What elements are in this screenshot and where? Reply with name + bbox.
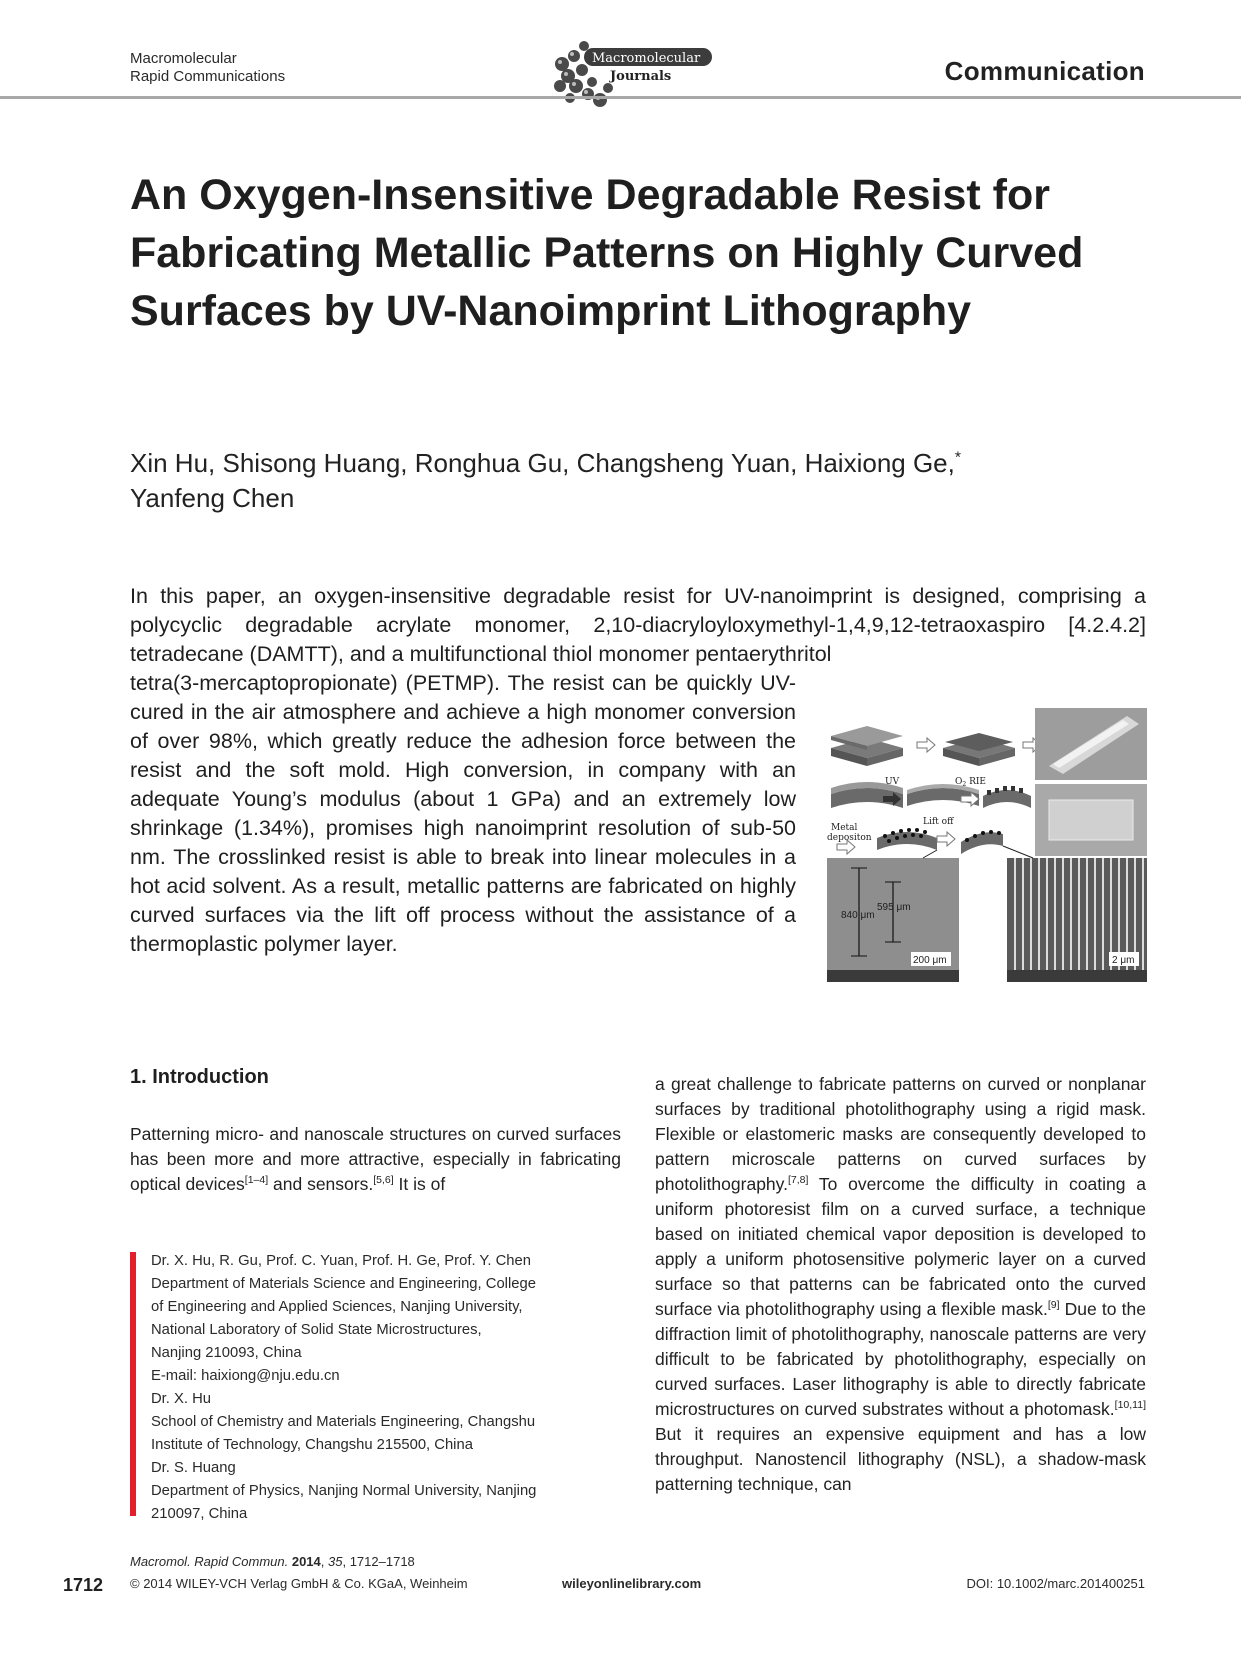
dimension-label-1: 840 μm xyxy=(841,910,875,921)
label-o2-subscript: 2 xyxy=(962,781,967,788)
label-lift-off: Lift off xyxy=(923,817,954,827)
affiliations-block xyxy=(151,1250,611,1526)
process-step-metal-pattern xyxy=(961,830,1003,854)
section-heading-introduction: 1. Introduction xyxy=(130,1066,269,1088)
label-metal xyxy=(827,823,872,843)
citation-volume: 35 xyxy=(328,1554,343,1569)
process-step-etched xyxy=(983,786,1031,808)
affiliation-line: Institute of Technology, Changshu 215500, China xyxy=(151,1437,473,1453)
abstract-part1: In this paper, an oxygen-insensitive degradable resist for UV-nanoimprint is designed, comprising a polycyclic degradable acrylate monomer, 2,10-diacryloyloxymethyl-1,4,9,12-tetraoxaspiro [4.2.4.2] tetradecane (DAMTT), and a multifunctional thiol monomer pentaerythritol xyxy=(130,584,1146,666)
header-rule xyxy=(0,96,1241,99)
label-o2: O xyxy=(955,777,963,787)
dimension-label-2: 595 μm xyxy=(877,902,911,913)
intro-paragraph-right xyxy=(655,1072,1146,1497)
affiliation-line: School of Chemistry and Materials Engineering, Changshu xyxy=(151,1414,536,1430)
label-metal-line2: depositon xyxy=(827,833,872,843)
label-rie: RIE xyxy=(966,777,986,787)
copyright-notice: © 2014 WILEY-VCH Verlag GmbH & Co. KGaA, Weinheim xyxy=(130,1576,468,1591)
journal-name xyxy=(130,50,285,86)
affiliation-line: Nanjing 210093, China xyxy=(151,1345,302,1361)
logo-text-line1: Macromolecular xyxy=(592,51,701,66)
article-title: An Oxygen-Insensitive Degradable Resist for Fabricating Metallic Patterns on Highly Curved Surfaces by UV-Nanoimprint Lithography xyxy=(130,171,1084,335)
intro-paragraph-left xyxy=(130,1122,621,1197)
scale-bar-label-2: 2 μm xyxy=(1112,955,1135,966)
affiliation-accent-bar xyxy=(130,1252,136,1516)
authors-line2: Yanfeng Chen xyxy=(130,483,295,513)
journal-name-line2: Rapid Communications xyxy=(130,68,286,85)
affiliation-line: Dr. X. Hu, R. Gu, Prof. C. Yuan, Prof. H. Ge, Prof. Y. Chen xyxy=(151,1253,531,1269)
process-step-cured xyxy=(907,784,979,806)
process-step-imprint xyxy=(943,733,1015,766)
label-o2-rie xyxy=(955,777,986,788)
page-number: 1712 xyxy=(63,1575,104,1595)
journal-logo xyxy=(540,34,725,114)
author-list xyxy=(130,446,1130,516)
journal-name-line1: Macromolecular xyxy=(130,50,237,67)
toc-graphic xyxy=(827,708,1147,984)
website-link[interactable]: wileyonlinelibrary.com xyxy=(562,1576,702,1591)
intro-right-text-1: a great challenge to fabricate patterns on curved or nonplanar surfaces by traditional photolithography using a rigid mask. Flexible or elastomeric masks are consequently developed to pattern microscale patterns on curved surfaces by photolithography. xyxy=(655,1074,1146,1194)
scale-bar-label-1: 200 μm xyxy=(913,955,947,966)
affiliation-line: 210097, China xyxy=(151,1506,248,1522)
citation-ref: [5,6] xyxy=(373,1174,394,1187)
arrow-icon xyxy=(917,738,935,752)
intro-left-text-1: Patterning micro- and nanoscale structures on curved surfaces has been more and more attractive, especially in fabricating optical devices xyxy=(130,1124,621,1194)
affiliation-line: of Engineering and Applied Sciences, Nanjing University, xyxy=(151,1299,523,1315)
citation-journal: Macromol. Rapid Commun. xyxy=(130,1554,289,1569)
abstract-part2: tetra(3-mercaptopropionate) (PETMP). The resist can be quickly UV-cured in the air atmosphere and achieve a high monomer conversion of over 98%, which greatly reduce the adhesion force between the resist and the soft mold. High conversion, in company with an adequate Young’s modulus (about 1 GPa) and an extremely low shrinkage (1.34%), promises high nanoimprint resolution of sub-50 nm. The crosslinked resist is able to break into linear molecules in a hot acid solvent. As a result, metallic patterns are fabricated on highly curved surfaces via the lift off process without the assistance of a thermoplastic polymer layer. xyxy=(130,671,796,956)
article-type-label: Communication xyxy=(944,56,1145,86)
affiliation-line: Dr. S. Huang xyxy=(151,1460,236,1476)
label-uv: UV xyxy=(885,777,900,787)
process-step-metal-deposition xyxy=(877,828,937,850)
citation-ref: [10,11] xyxy=(1114,1399,1146,1412)
label-metal-line1: Metal xyxy=(831,823,858,833)
intro-left-text-2: and sensors. xyxy=(268,1174,374,1194)
affiliation-line: Dr. X. Hu xyxy=(151,1391,212,1407)
doi-link[interactable]: DOI: 10.1002/marc.201400251 xyxy=(966,1576,1145,1591)
citation-ref: [9] xyxy=(1047,1299,1060,1312)
intro-right-text-3: Due to the diffraction limit of photolithography, nanoscale patterns are very difficult to be fabricated by photolithography, especially on curved surfaces. Laser lithography is able to directly fabricate microstructures on curved substrates without a photomask. xyxy=(655,1299,1146,1419)
authors-line1: Xin Hu, Shisong Huang, Ronghua Gu, Changsheng Yuan, Haixiong Ge, xyxy=(130,448,955,478)
citation-year: 2014 xyxy=(291,1554,321,1569)
logo-text-line2: Journals xyxy=(610,69,672,84)
arrow-icon xyxy=(937,832,955,846)
journal-citation: Macromol. Rapid Commun. 2014, 35, 1712–1718 xyxy=(130,1554,415,1569)
citation-ref: [1–4] xyxy=(244,1174,269,1187)
process-step-mold xyxy=(831,726,903,766)
corresponding-author-mark: * xyxy=(954,449,961,467)
intro-left-text-3: It is of xyxy=(393,1174,446,1194)
intro-right-text-2: To overcome the difficulty in coating a uniform photoresist film on a curved surface, a technique based on initiated chemical vapor deposition is developed to apply a uniform photosensitive polymeric layer on a curved surface so that patterns can be fabricated onto the curved surface via photolithography using a flexible mask. xyxy=(655,1174,1146,1319)
affiliation-line: Department of Physics, Nanjing Normal University, Nanjing xyxy=(151,1483,537,1499)
email-line: E-mail: haixiong@nju.edu.cn xyxy=(151,1368,340,1384)
affiliation-line: National Laboratory of Solid State Microstructures, xyxy=(151,1322,482,1338)
citation-pages: 1712–1718 xyxy=(349,1554,415,1569)
citation-ref: [7,8] xyxy=(787,1174,809,1187)
intro-right-text-4: But it requires an expensive equipment and has a low throughput. Nanostencil lithography (NSL), a shadow-mask patterning technique, can xyxy=(655,1424,1146,1494)
affiliation-line: Department of Materials Science and Engineering, College xyxy=(151,1276,536,1292)
